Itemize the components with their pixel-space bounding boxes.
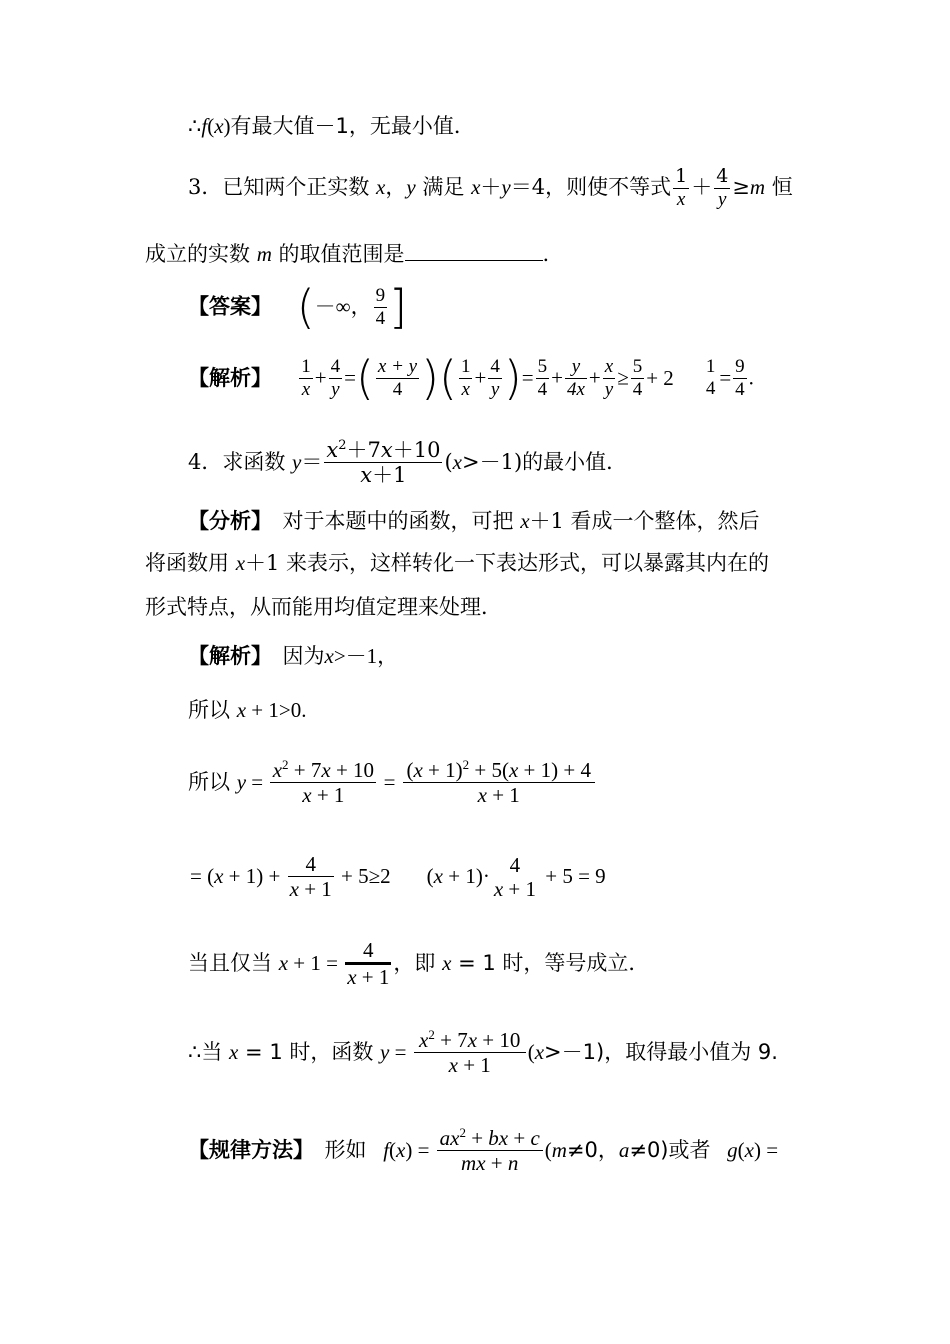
- fraction: $\frac{x^2 + 7x + 10}{x + 1}$: [414, 1028, 526, 1077]
- fraction: $\frac{x}{y}$: [604, 355, 614, 400]
- answer-line: 【答案】 (－∞， $\frac{9}{4}$ ]: [188, 280, 408, 334]
- question-4-line: 4．求函数 y＝ $\frac{x^2+7x+10}{x+1}$ (x>－1)的最小值．: [188, 438, 628, 488]
- step-6: ∴当 x = 1 时，函数 y = $\frac{x^2 + 7x + 10}{x + 1}$ (x>－1)，取得最小值为 9.: [188, 1027, 778, 1078]
- fraction: $\frac{5}{4}$: [537, 355, 548, 400]
- step-5: 当且仅当 x + 1 = $\frac{4}{x + 1}$ ，即 x = 1 时，等号成立．: [188, 938, 650, 990]
- fraction: $\frac{4}{y}$: [330, 355, 341, 400]
- fraction: $\frac{9}{4}$: [375, 284, 386, 329]
- fraction: $\frac{(x + 1)^2 + 5(x + 1) + 4}{x + 1}$: [403, 758, 595, 807]
- fraction: $\frac{4}{y}$: [490, 355, 500, 400]
- fraction: $\frac{5}{4}$: [632, 355, 643, 400]
- question-3-line2: 成立的实数 m 的取值范围是 .: [145, 242, 550, 266]
- analysis-line3: 形式特点，从而能用均值定理来处理．: [145, 595, 502, 619]
- solution-4-line: 【解析】 因为x>－1，: [188, 644, 399, 668]
- fraction: $\frac{x^2+7x+10}{x+1}$: [326, 438, 441, 488]
- fraction: $\frac{4}{x + 1}$: [289, 852, 332, 902]
- solution-3-line: 【解析】 $\frac{1}{x}$ + $\frac{4}{y}$ =( $\frac{x + y}{4}$ )( $\frac{1}{x}$ + $\frac{4}{y}$ )= $\frac{5}{4}$ + $\frac{y}{4x}$ + $\frac{x}{y}$ ≥ $\frac{5}{4}$ + 2 1 4 = $\frac{9}{4}$ .: [188, 351, 754, 405]
- fraction: $\frac{1}{x}$: [460, 355, 471, 400]
- fraction: $\frac{ax^2 + bx + c}{mx + n}$: [437, 1126, 543, 1175]
- fraction: $\frac{x + y}{4}$: [377, 355, 418, 400]
- fraction: 1 4: [705, 356, 716, 399]
- step-4: = (x + 1) + $\frac{4}{x + 1}$ + 5≥2 (x + 1)· 4 x + 1 + 5 = 9: [190, 852, 606, 902]
- question-3-line1: 3．已知两个正实数 x，y 满足 x＋y＝4，则使不等式 $\frac{1}{x}$ ＋ $\frac{4}{y}$ ≥m 恒: [188, 165, 793, 210]
- fraction: $\frac{4}{x + 1}$: [347, 938, 390, 990]
- fraction: $\frac{1}{x}$: [301, 355, 311, 400]
- fraction: $\frac{x^2 + 7x + 10}{x + 1}$: [270, 758, 376, 807]
- analysis-line1: 【分析】 对于本题中的函数，可把 x＋1 看成一个整体，然后: [188, 509, 760, 533]
- answer-blank: [405, 242, 543, 261]
- step-3: 所以 y = $\frac{x^2 + 7x + 10}{x + 1}$ = $\frac{(x + 1)^2 + 5(x + 1) + 4}{x + 1}$: [188, 758, 597, 807]
- fraction: $\frac{y}{4x}$: [566, 355, 585, 400]
- fraction: $\frac{4}{y}$: [716, 165, 729, 210]
- line-max-value: ∴f(x)有最大值－1，无最小值．: [188, 114, 475, 138]
- fraction: $\frac{1}{x}$: [675, 165, 688, 210]
- analysis-line2: 将函数用 x＋1 来表示，这样转化一下表达形式，可以暴露其内在的: [145, 551, 770, 575]
- rule-method: 【规律方法】 形如 f(x) = $\frac{ax^2 + bx + c}{mx + n}$ (m≠0，a≠0)或者 g(x) =: [188, 1125, 779, 1176]
- fraction: $\frac{9}{4}$: [735, 355, 745, 400]
- step-2: 所以 x + 1>0.: [188, 698, 307, 722]
- fraction: 4 x + 1: [493, 852, 536, 901]
